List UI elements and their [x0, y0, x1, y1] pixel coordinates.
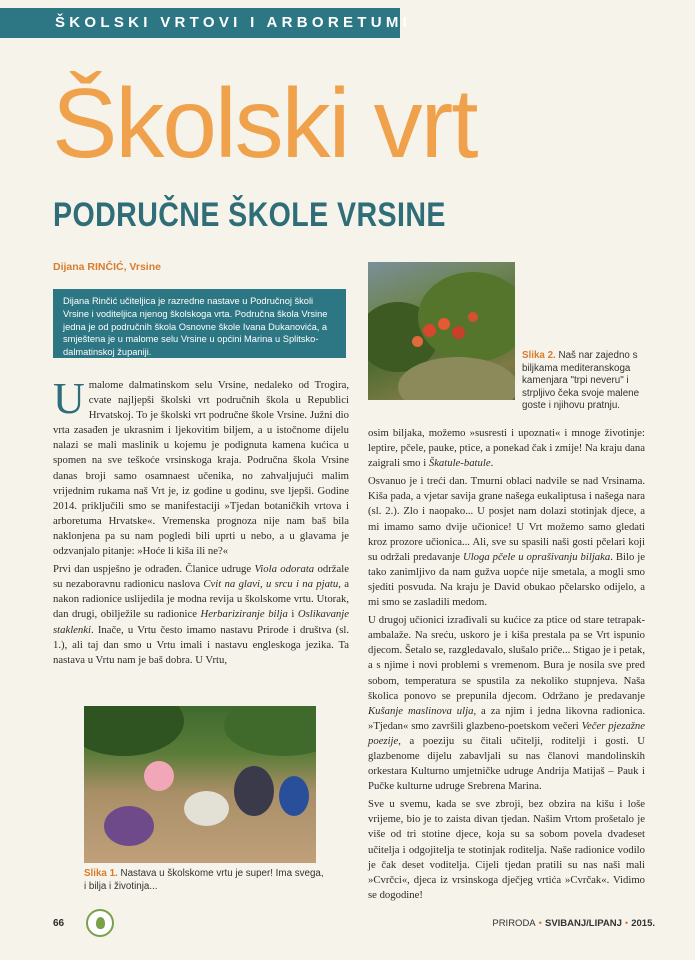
paragraph: Sve u svemu, kada se sve zbroji, bez obzira na kišu i loše vrijeme, bio je to zaista divan tjedan. Našim Vrtom prošetalo je više od tri stotine djece, koja su sa sobom povela dvadeset učitelja i odgojitelja te stotinjak roditelja. Naše radionice vodilo je čak deset voditelja. Cijeli tjedan pratili su nas naši mali »Cvrčci«, djeca iz vrsinskoga dječjeg vrtića »Cvrčak«. Vidimo se dogodine!: [368, 798, 645, 901]
paragraph: [368, 474, 645, 610]
text-run: Prvi dan uspješno je odrađen. Članice udruge: [53, 563, 255, 576]
text-run: , a nakon radionice uslijedila je modna revija u školskome vrtu. Utorak, dan drugi, obilježile su radionice: [53, 578, 349, 621]
left-column: [53, 374, 349, 671]
author-place: , Vrsine: [123, 261, 161, 273]
figure-2-label: Slika 2.: [522, 350, 556, 361]
issue-year: 2015.: [631, 918, 655, 929]
figure-1-caption: [84, 868, 324, 893]
text-run-italic: Oslikavanje staklenki: [53, 608, 349, 636]
text-run: osim biljaka, možemo »susresti i upoznati« i mnoge životinje: leptire, pčele, pauke, ptice, a ponekad čak i zmije! Na kraju dana zaigrali smo i: [368, 427, 645, 470]
page-number: 66: [53, 918, 65, 929]
drop-cap: U: [53, 374, 85, 423]
text-run: . Bilo je tako zanimljivo da nam gužva uopće nije smetala, a mogli smo sjediti posvuda. Na kraju je David obukao pčelarsko odijelo, a mi smo se zasladili medom.: [368, 550, 645, 609]
article-subtitle: PODRUČNE ŠKOLE VRSINE: [53, 196, 446, 234]
footer-magazine-info: PRIRODA • SVIBANJ/LIPANJ • 2015.: [492, 918, 655, 929]
text-run: Osvanuo je i treći dan. Tmurni oblaci nadvile se nad Vrsinama. Kiša pada, a vjetar savija grane našega eukaliptusa i našega nara (sl. 2.). Zlo i naopako... U posjet nam dolazi stotinjak djece, a mi imamo samo dvije učionice! U Vrt možemo samo gledati kroz prozore učionica... Ali, sve su spasili naši gosti pčelari koji su održali predavanje: [368, 475, 645, 563]
paragraph: [53, 562, 349, 668]
text-run-italic: Kušanje maslinova ulja: [368, 704, 474, 717]
text-run: , a za njim i jedna likovna radionica. »Tjedan« smo završili glazbeno-poetskom večeri: [368, 704, 645, 732]
text-run: , a poeziju su čitali učitelji, roditelji i gosti. U glazbenome dijelu zabavljali su nas članovi mandolinskih orkestara Kulturno umjetničke udruge Andrija Matijaš – Pauk i Pučke kulturne udruge Srebrena Marina.: [368, 734, 645, 793]
paragraph: [368, 613, 645, 794]
figure-1-label: Slika 1.: [84, 868, 118, 879]
text-run-italic: Cvit na glavi, u srcu i na pjatu: [203, 578, 339, 591]
magazine-name: PRIRODA: [492, 918, 536, 929]
text-run: . Inače, u Vrtu često imamo nastavu Prirode i društva (sl. 1.), ali taj dan smo u Vrtu imali i nastavu engleskoga jezika. Ta nastava u Vrtu nam je baš dobra. U Vrtu,: [53, 623, 349, 666]
text-run: U drugoj učionici izrađivali su kućice za ptice od stare tetrapak-ambalaže. Na sreću, uskoro je i kiša prestala pa se Vrt ispunio djecom. Šetalo se, razgledavalo, slušalo priče... Stigao je i petak, a s njime i novi problemi s vremenom. Bura je nosila sve pred sobom, temperatura se spustila za nekoliko stupnjeva. Naša školica ponovo se prepunila djecom. Održano je predavanje: [368, 614, 645, 702]
paragraph: [53, 374, 349, 559]
text-run-italic: Viola odorata: [254, 563, 315, 576]
text-run: održale su nezaboravnu radionicu naslova: [53, 563, 349, 591]
photo-pomegranate-tree: [368, 262, 515, 400]
section-header-text: ŠKOLSKI VRTOVI I ARBORETUMI: [55, 14, 412, 31]
issue-month: SVIBANJ/LIPANJ: [544, 918, 622, 929]
photo-children-in-garden: [84, 706, 316, 863]
text-run-italic: Škatule-batule: [428, 457, 491, 470]
figure-2-caption: [522, 350, 657, 413]
paragraph: [368, 426, 645, 471]
author-line: [53, 261, 161, 273]
garden-logo-icon: [86, 909, 114, 937]
article-title: Školski vrt: [52, 68, 477, 178]
figure-1-text: Nastava u školskome vrtu je super! Ima svega, i bilja i životinja...: [84, 868, 324, 892]
section-header-band: [0, 8, 412, 38]
right-column: [368, 426, 645, 906]
text-run-italic: Večer pjezažne poezije: [368, 719, 645, 747]
text-run-italic: Uloga pčele u oprašivanju biljaka: [462, 550, 611, 563]
author-name: Dijana RINČIĆ: [53, 261, 124, 273]
text-run: i: [287, 608, 298, 621]
text-run: .: [490, 457, 494, 470]
intro-box: Dijana Rinčić učiteljica je razredne nastave u Područnoj školi Vrsine i voditeljica njenog školskoga vrta. Područna škola Vrsine jedna je od područnih škola Osnovne škole Ivana Dukanovića, a smještena je u malome selu Vrsine u općini Marina u Splitsko-dalmatinskoj županiji.: [53, 289, 346, 358]
text-run-italic: Herbariziranje bilja: [200, 608, 288, 621]
figure-2-text: Naš nar zajedno s biljkama mediteranskoga kamenjara "trpi neveru" i strpljivo čeka svoje malene goste i njihovu pratnju.: [522, 350, 640, 411]
paragraph-text: malome dalmatinskom selu Vrsine, nedaleko od Trogira, cvate najljepši školski vrt područnih škola u Republici Hrvatskoj. To je školski vrt područne škole Vrsine. Južni dio vrta zasađen je ukrasnim i ljekovitim biljem, a u istočnome dijelu nalazi se mali maslinik u kojemu je podignuta kamena kućica u spomen na sve teškoće vrsinskoga kraja. Područna škola Vrsine danas broji samo osamnaest učenika, no zahvaljujući malim vrijednim rukama naš Vrt je, iz godine u godinu, sve ljepši. Godine 2014. priključili smo se manifestaciji »Tjedan botaničkih vrtova i arboretuma Hrvatske«. Vremenska prognoza nije nam baš bila naklonjena pa su nam pogledi bili uprti u nebo, a u glavama je odzvanjalo pitanje: »Hoće li kiša ili ne?«: [53, 379, 349, 558]
